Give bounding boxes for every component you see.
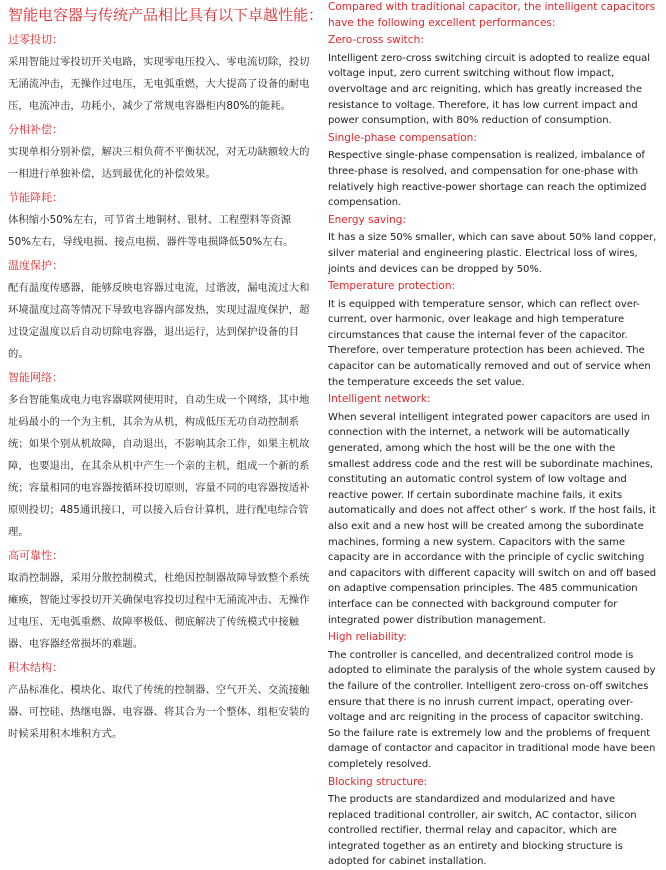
en-heading-reliability: High reliability: [328,631,407,644]
en-body-energy-saving: It has a size 50% smaller, which can save about 50% land copper, silver material and engineering plastic. Electrical loss of wires, joints and devices can be dropped by 50%. [328,232,657,275]
chinese-title: 智能电容器与传统产品相比具有以下卓越性能： [8,6,324,24]
en-heading-blocking: Blocking structure: [328,775,428,788]
chinese-column [8,0,324,745]
en-body-temperature: It is equipped with temperature sensor, which can reflect over-current, over harmonic, over leakage and high temperature circumstances that cause the internal fever of the capacitor. Therefore, over temperature protection has been achieved. The capacitor can be automatically removed and out of service when the temperature exceeds the set value. [328,298,651,388]
cn-heading-temperature: 温度保护： [8,259,63,272]
en-body-reliability: The controller is cancelled, and decentralized control mode is adopted to eliminate the paralysis of the whole system caused by the failure of the controller. Intelligent zero-cross on-off switches ensure that there is no inrush current impact, operating over-voltage and arc reigniting in the process of capacitor switching. So the failure rate is extremely low and the problems of frequent damage of contactor and capacitor in traditional mode have been completely resolved. [328,649,656,770]
cn-heading-zero-cross: 过零投切： [8,33,63,46]
en-body-zero-cross: Intelligent zero-cross switching circuit is adopted to realize equal voltage input, zero current switching without flow impact, overvoltage and arc reigniting, which has greatly increased the resistance to voltage. Therefore, it has low current impact and power consumption, with 80% reduction of consumption. [328,52,650,127]
english-title: Compared with traditional capacitor, the intelligent capacitors have the following excellent performances: [328,1,656,29]
en-body-single-phase: Respective single-phase compensation is realized, imbalance of three-phase is resolved, and compensation for one-phase with relatively high reactive-power shortage can reach the optimized compensation. [328,150,647,209]
en-heading-energy-saving: Energy saving: [328,213,406,226]
cn-body-energy-saving: 体积缩小50%左右，可节省土地铜材、银材、工程塑料等资源50%左右，导线电损、接点电损、器件等电损降低50%左右。 [8,214,294,248]
en-heading-zero-cross: Zero-cross switch: [328,34,424,47]
cn-body-blocking: 产品标准化、模块化、取代了传统的控制器、空气开关、交流接触器、可控硅、热继电器、电容器、将其合为一个整体、组柜安装的时候采用积木堆积方式。 [8,684,310,740]
cn-heading-reliability: 高可靠性： [8,549,63,562]
cn-heading-energy-saving: 节能降耗： [8,191,63,204]
english-column [328,0,658,870]
en-body-network: When several intelligent integrated power capacitors are used in connection with the internet, a network will be automatically generated, among which the host will be the one with the smallest address code and the rest will be subordinate machines, constituting an automatic control system of low voltage and reactive power. If certain subordinate machine fails, it exits automatically and does not affect other’ s work. If the host fails, it also exit and a new host will be created among the subordinate machines, forming a new system. Capacitors with the same capacity are in accordance with the principle of cyclic switching and capacitors with different capacity will switch on and off based on adaptive compensation principles. The 485 communication interface can be connected with background computer for integrated power distribution management. [328,411,657,626]
cn-body-zero-cross: 采用智能过零投切开关电路，实现零电压投入、零电流切除，投切无涌流冲击，无操作过电压，无电弧重燃，大大提高了设备的耐电压，电流冲击，功耗小，减少了常规电容器柜内80%的能耗。 [8,56,310,112]
en-body-blocking: The products are standardized and modularized and have replaced traditional controller, air switch, AC contactor, silicon controlled rectifier, thermal relay and capacitor, which are integrated together as an entirety and blocking structure is adopted for cabinet installation. [328,794,637,868]
cn-body-single-phase: 实现单相分别补偿，解决三相负荷不平衡状况，对无功缺额较大的一相进行单独补偿，达到最优化的补偿效果。 [8,146,310,180]
cn-body-temperature: 配有温度传感器，能够反映电容器过电流，过谐波，漏电流过大和环境温度过高等情况下导致电容器内部发热，实现过温度保护，超过设定温度以后自动切除电容器，退出运行，达到保护设备的目的。 [8,282,310,360]
cn-heading-blocking: 积木结构： [8,661,63,674]
cn-heading-network: 智能网络： [8,371,63,384]
cn-body-network: 多台智能集成电力电容器联网使用时，自动生成一个网络，其中地址码最小的一个为主机，其余为从机，构成低压无功自动控制系统；如果个别从机故障，自动退出，不影响其余工作，如果主机故障，也要退出，在其余从机中产生一个亲的主机，组成一个新的系统；容量相同的电容器按循环投切原则，容量不同的电容器按适补原则投切；485通讯接口，可以接入后台计算机，进行配电综合管理。 [8,394,310,538]
en-heading-temperature: Temperature protection: [328,280,456,293]
cn-body-reliability: 取消控制器，采用分散控制模式，杜绝因控制器故障导致整个系统瘫痪，智能过零投切开关确保电容投切过程中无涌流冲击、无操作过电压、无电弧重燃、故障率极低、彻底解决了传统模式中接触器、电容器经常损坏的难题。 [8,572,310,650]
cn-heading-single-phase: 分相补偿： [8,123,63,136]
en-heading-single-phase: Single-phase compensation: [328,131,477,144]
en-heading-network: Intelligent network: [328,393,431,406]
